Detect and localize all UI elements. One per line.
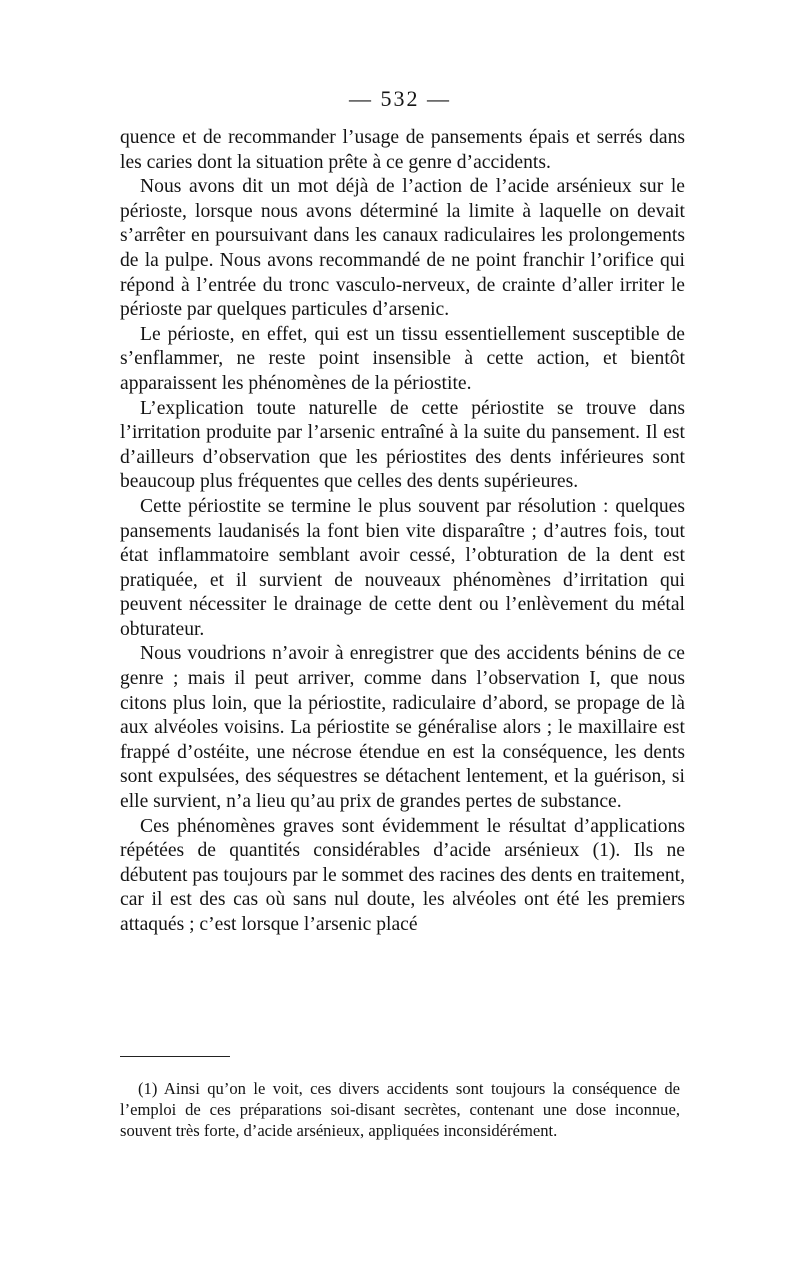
footnote <box>120 1078 680 1141</box>
paragraph: quence et de recommander l’usage de pansements épais et serrés dans les caries dont la situation prête à ce genre d’accidents. <box>120 127 685 173</box>
paragraph: Le périoste, en effet, qui est un tissu essentiellement susceptible de s’enflammer, ne reste point insensible à cette action, et bientôt apparaissent les phénomènes de la périostite. <box>120 323 685 394</box>
paragraph: Nous avons dit un mot déjà de l’action de l’acide arsénieux sur le périoste, lorsque nous avons déterminé la limite à laquelle on devait s’arrêter en poursuivant dans les canaux radiculaires les prolongements de la pulpe. Nous avons recommandé de ne point franchir l’orifice qui répond à l’entrée du tronc vasculo-nerveux, de crainte d’aller irriter le périoste par quelques particules d’arsenic. <box>120 176 685 321</box>
paragraph: Cette périostite se termine le plus souvent par résolution : quelques pansements laudanisés la font bien vite disparaître ; d’autres fois, tout état inflammatoire semblant avoir cessé, l’obturation de la dent est pratiquée, et il survient de nouveaux phénomènes d’irritation qui peuvent nécessiter le drainage de cette dent ou l’enlèvement du métal obturateur. <box>120 495 685 640</box>
page-number: — 532 — <box>349 86 451 111</box>
footnote-text: (1) Ainsi qu’on le voit, ces divers accidents sont toujours la conséquence de l’emploi de ces préparations soi-disant secrètes, contenant une dose inconnue, souvent très forte, d’acide arsénieux, appliquées inconsidérément. <box>120 1079 680 1140</box>
paragraph: Ces phénomènes graves sont évidemment le résultat d’applications répétées de quantités considérables d’acide arsénieux (1). Ils ne débutent pas toujours par le sommet des racines des dents en traitement, car il est des cas où sans nul doute, les alvéoles ont été les premiers attaqués ; c’est lorsque l’arsenic placé <box>120 815 685 935</box>
paragraph: L’explication toute naturelle de cette périostite se trouve dans l’irritation produite par l’arsenic entraîné à la suite du pansement. Il est d’ailleurs d’observation que les périostites des dents inférieures sont beaucoup plus fréquentes que celles des dents supérieures. <box>120 397 685 493</box>
footnote-separator <box>120 1056 230 1057</box>
body-text <box>120 126 685 938</box>
paragraph: Nous voudrions n’avoir à enregistrer que des accidents bénins de ce genre ; mais il peut arriver, comme dans l’observation I, que nous citons plus loin, que la périostite, radiculaire d’abord, se propage de là aux alvéoles voisins. La périostite se généralise alors ; le maxillaire est frappé d’ostéite, une nécrose étendue en est la conséquence, les dents sont expulsées, des séquestres se détachent lentement, et la guérison, si elle survient, n’a lieu qu’au prix de grandes pertes de substance. <box>120 643 685 813</box>
